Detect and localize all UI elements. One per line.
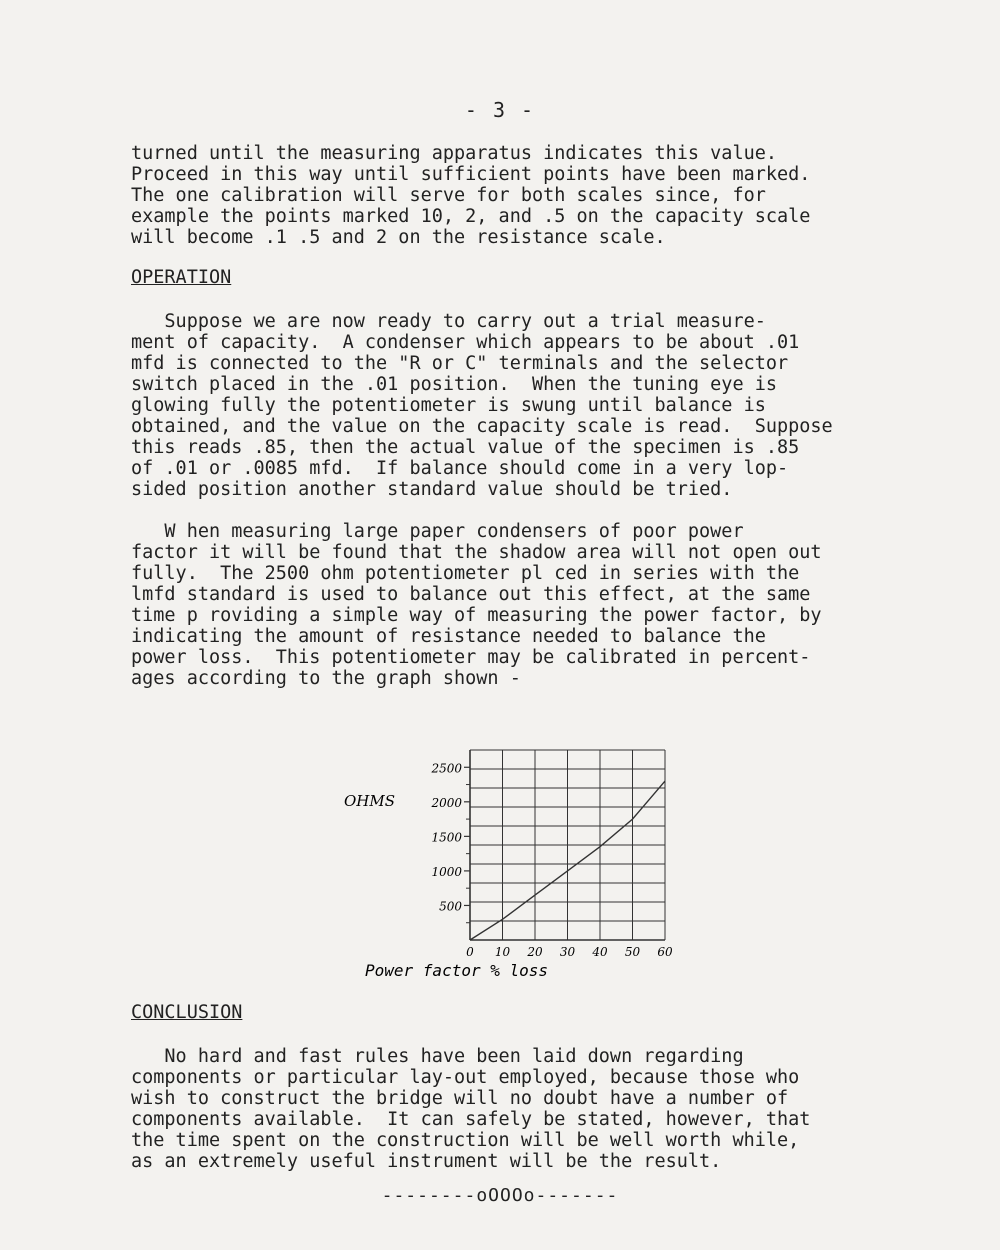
text-line: power loss. This potentiometer may be calibrated in percent- (131, 647, 811, 668)
x-axis-ticks (466, 945, 673, 959)
y-axis-label: OHMS (344, 792, 396, 810)
text-line: wish to construct the bridge will no doubt have a number of (131, 1088, 789, 1109)
text-line: obtained, and the value on the capacity scale is read. Suppose (131, 416, 833, 437)
x-tick-label: 0 (466, 945, 474, 959)
operation-paragraph-2 (131, 521, 822, 689)
text-line: W hen measuring large paper condensers of poor power (131, 521, 744, 542)
text-line: the time spent on the construction will be well worth while, (131, 1130, 800, 1151)
text-line: switch placed in the .01 position. When the tuning eye is (131, 374, 778, 395)
text-line: as an extremely useful instrument will be the result. (131, 1151, 722, 1172)
conclusion-paragraph (131, 1046, 810, 1172)
text-line: this reads .85, then the actual value of the specimen is .85 (131, 437, 800, 458)
y-tick-label: 500 (439, 899, 462, 914)
text-line: Proceed in this way until sufficient points have been marked. (131, 164, 811, 185)
conclusion-heading: CONCLUSION (131, 1002, 243, 1023)
y-tick-label: 2000 (431, 795, 462, 810)
end-mark: --------oOOOo------- (381, 1185, 619, 1206)
text-line: No hard and fast rules have been laid down regarding (131, 1046, 744, 1067)
operation-heading: OPERATION (131, 267, 232, 288)
y-axis-ticks (430, 761, 470, 922)
intro-paragraph (131, 143, 810, 248)
page-number: - 3 - (464, 98, 536, 122)
y-tick-label: 1000 (431, 864, 462, 879)
text-line: lmfd standard is used to balance out this effect, at the same (131, 584, 811, 605)
text-line: time p roviding a simple way of measuring the power factor, by (131, 605, 822, 626)
text-line: factor it will be found that the shadow area will not open out (131, 542, 822, 563)
text-line: components or particular lay-out employed, because those who (131, 1067, 800, 1088)
x-tick-label: 50 (624, 945, 641, 959)
x-tick-label: 40 (592, 945, 608, 959)
text-line: The one calibration will serve for both scales since, for (131, 185, 766, 206)
text-line: glowing fully the potentiometer is swung until balance is (131, 395, 766, 416)
text-line: turned until the measuring apparatus indicates this value. (131, 143, 778, 164)
text-line: example the points marked 10, 2, and .5 on the capacity scale (131, 206, 811, 227)
power-factor-chart (330, 740, 690, 985)
text-line: mfd is connected to the "R or C" terminals and the selector (131, 353, 789, 374)
text-line: sided position another standard value should be tried. (131, 479, 733, 500)
x-axis-label: Power factor % loss (365, 961, 549, 980)
text-line: will become .1 .5 and 2 on the resistance scale. (131, 227, 666, 248)
x-tick-label: 10 (494, 945, 511, 959)
operation-paragraph-1 (131, 311, 833, 500)
text-line: of .01 or .0085 mfd. If balance should come in a very lop- (131, 458, 789, 479)
y-tick-label: 1500 (431, 830, 462, 845)
text-line: ment of capacity. A condenser which appears to be about .01 (131, 332, 800, 353)
x-tick-label: 60 (657, 945, 673, 959)
x-tick-label: 30 (559, 945, 576, 959)
text-line: indicating the amount of resistance needed to balance the (131, 626, 766, 647)
text-line: Suppose we are now ready to carry out a trial measure- (131, 311, 766, 332)
text-line: components available. It can safely be stated, however, that (131, 1109, 811, 1130)
x-tick-label: 20 (527, 945, 543, 959)
text-line: ages according to the graph shown - (131, 668, 521, 689)
y-tick-label: 2500 (431, 761, 462, 776)
chart-grid (470, 750, 665, 940)
text-line: fully. The 2500 ohm potentiometer pl ced in series with the (131, 563, 800, 584)
